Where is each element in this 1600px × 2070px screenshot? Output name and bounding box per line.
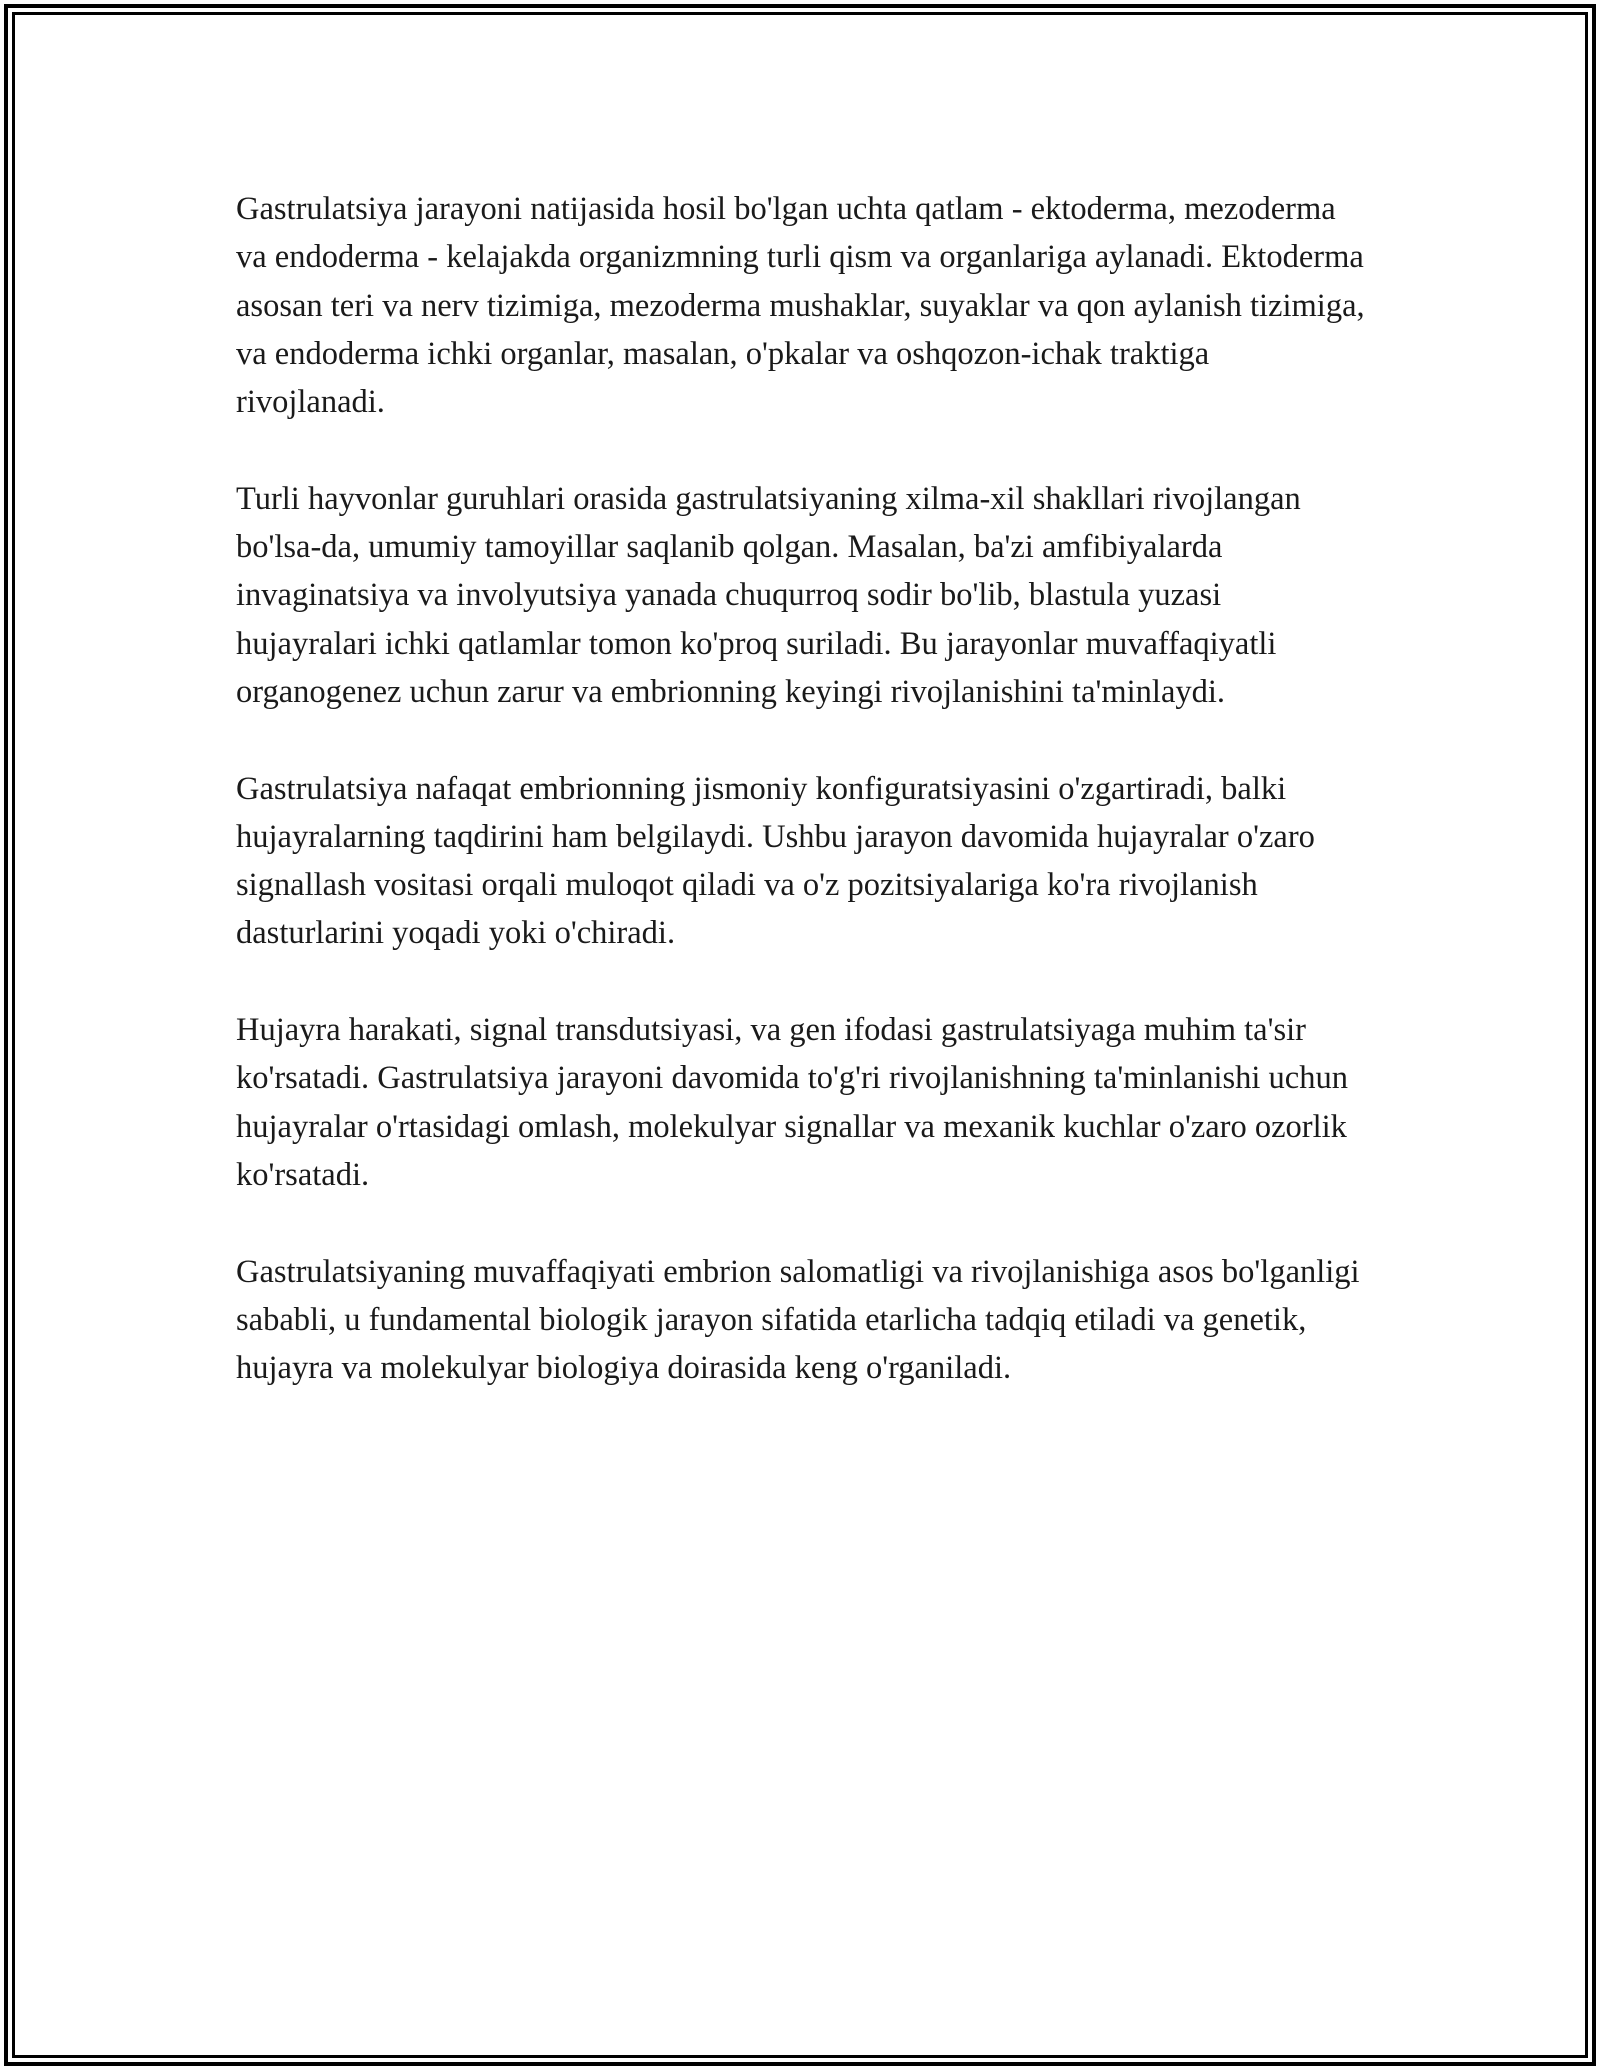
paragraph-2: Turli hayvonlar guruhlari orasida gastrulatsiyaning xilma-xil shakllari rivojlangan bo'lsa-da, umumiy tamoyillar saqlanib qolgan. Masalan, ba'zi amfibiyalarda invaginatsiya va involyutsiya yanada chuqurroq sodir bo'lib, blastula yuzasi hujayralari ichki qatlamlar tomon ko'proq suriladi. Bu jarayonlar muvaffaqiyatli organogenez uchun zarur va embrionning keyingi rivojlanishini ta'minlaydi. (236, 480, 1301, 710)
paragraph-5: Gastrulatsiyaning muvaffaqiyati embrion salomatligi va rivojlanishiga asos bo'lganligi sababli, u fundamental biologik jarayon sifatida etarlicha tadqiq etiladi va genetik, hujayra va molekulyar biologiya doirasida keng o'rganiladi. (236, 1253, 1360, 1387)
document-body (236, 185, 1366, 1441)
paragraph-1: Gastrulatsiya jarayoni natijasida hosil bo'lgan uchta qatlam - ektoderma, mezoderma va endoderma - kelajakda organizmning turli qism va organlariga aylanadi. Ektoderma asosan teri va nerv tizimiga, mezoderma mushaklar, suyaklar va qon aylanish tizimiga, va endoderma ichki organlar, masalan, o'pkalar va oshqozon-ichak traktiga rivojlanadi. (236, 191, 1365, 421)
paragraph-4: Hujayra harakati, signal transdutsiyasi, va gen ifodasi gastrulatsiyaga muhim ta'sir ko'rsatadi. Gastrulatsiya jarayoni davomida to'g'ri rivojlanishning ta'minlanishi uchun hujayralar o'rtasidagi omlash, molekulyar signallar va mexanik kuchlar o'zaro ozorlik ko'rsatadi. (236, 1012, 1348, 1193)
paragraph-3: Gastrulatsiya nafaqat embrionning jismoniy konfiguratsiyasini o'zgartiradi, balki hujayralarning taqdirini ham belgilaydi. Ushbu jarayon davomida hujayralar o'zaro signallash vositasi orqali muloqot qiladi va o'z pozitsiyalariga ko'ra rivojlanish dasturlarini yoqadi yoki o'chiradi. (236, 770, 1315, 952)
